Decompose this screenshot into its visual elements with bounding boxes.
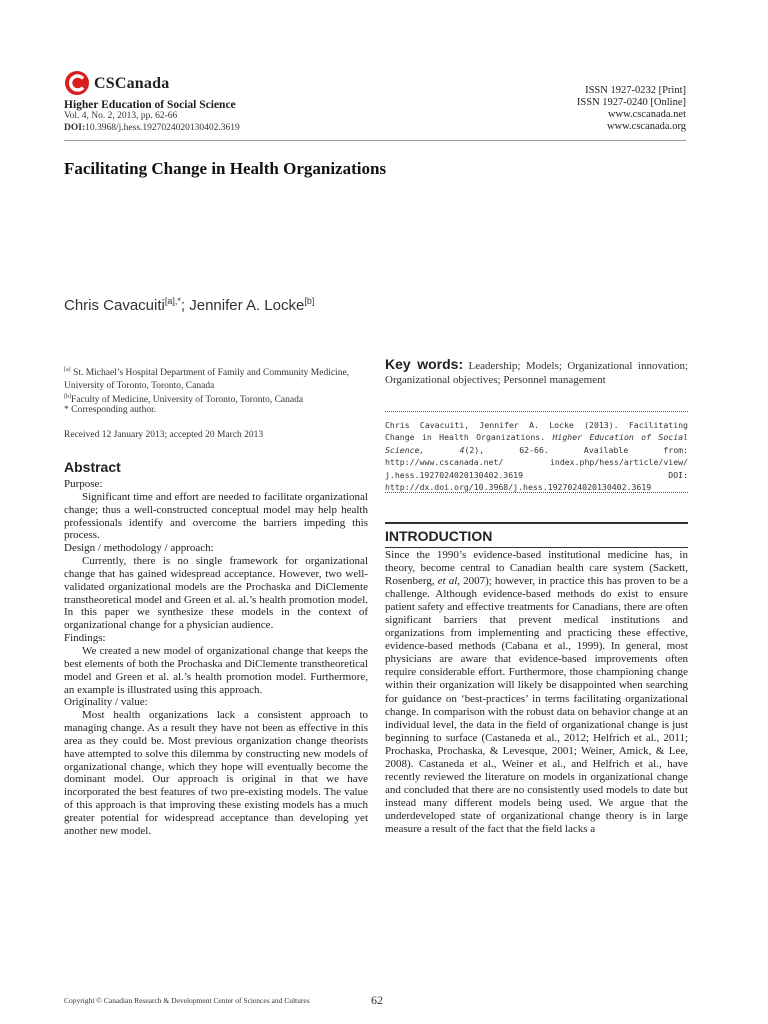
intro-text-a: Since the 1990’s evidence-based institutional medicine has, in theory, become central to Canadian health care system (Sackett, Rosenberg, bbox=[385, 549, 688, 588]
author-line bbox=[64, 296, 314, 314]
citation-divider bbox=[385, 492, 688, 493]
header-divider bbox=[64, 140, 686, 141]
doi-label: DOI: bbox=[64, 123, 86, 133]
abstract-body bbox=[64, 478, 368, 838]
author-2-marker: [b] bbox=[304, 296, 315, 306]
introduction-heading: INTRODUCTION bbox=[385, 528, 493, 544]
issn-online: ISSN 1927-0240 [Online] bbox=[576, 97, 686, 108]
author-separator: ; bbox=[180, 297, 190, 314]
logo-text: CSCanada bbox=[94, 75, 170, 92]
citation-part-2: (2), 62-66. Available from: http://www.cscanada.net/ index.php/hess/article/view/ j.hess.1927024020130402.3619 DOI: http://dx.doi.org/10.3968/j.hess.1927024020130402.3619 bbox=[385, 444, 689, 493]
article-title: Facilitating Change in Health Organizations bbox=[64, 159, 387, 178]
page-number: 62 bbox=[371, 993, 383, 1007]
keywords-divider bbox=[385, 411, 688, 412]
citation-part-1: Chris Cavacuiti, Jennifer A. Locke (2013). Facilitating Change in Health Organizations. bbox=[385, 420, 688, 443]
issn-print: ISSN 1927-0232 [Print] bbox=[585, 85, 686, 96]
keywords-block bbox=[385, 357, 688, 387]
affiliation-a-marker: [a] bbox=[64, 367, 71, 373]
volume-line: Vol. 4, No. 2, 2013, pp. 62-66 bbox=[64, 111, 178, 121]
introduction-body bbox=[385, 549, 688, 836]
abstract-findings-text: We created a new model of organizational change that keeps the best elements of both the Prochaska and DiClemente transtheoretical model and Green et al. al.’s health promotion model. Furthermore, an example is illustrated using this approach. bbox=[64, 644, 368, 696]
abstract-originality-text: Most health organizations lack a consistent approach to managing change. As a result they have not been as effective in this area as they could be. Most previous organization change theorists have attempted to solve this dilemma by constructing new models of organizational change, which they hope will eventually become the dominant model. Our approach is original in that we have incorporated the best features of two pre-existing models. The value of this approach is that improving these existing models has a much greater potential for widespread acceptance than developing yet another new model. bbox=[64, 709, 368, 837]
intro-bottom-rule bbox=[385, 547, 688, 548]
copyright-notice: Copyright © Canadian Research & Development Center of Sciences and Cultures bbox=[64, 996, 310, 1005]
url-net[interactable]: www.cscanada.net bbox=[607, 109, 686, 120]
received-dates: Received 12 January 2013; accepted 20 March 2013 bbox=[64, 430, 264, 440]
abstract-originality-label: Originality / value: bbox=[64, 696, 148, 709]
doi-line bbox=[64, 123, 240, 133]
journal-logo bbox=[64, 70, 194, 100]
citation-journal: Higher Education of Social Science, 4 bbox=[385, 432, 688, 455]
abstract-heading: Abstract bbox=[64, 459, 121, 475]
affiliation-b-marker: [b] bbox=[64, 394, 71, 400]
corresponding-note: * Corresponding author. bbox=[64, 405, 157, 415]
cscanada-logo-icon bbox=[64, 70, 90, 96]
url-org[interactable]: www.cscanada.org bbox=[606, 121, 686, 132]
abstract-design-label: Design / methodology / approach: bbox=[64, 542, 214, 555]
abstract-purpose-text: Significant time and effort are needed to facilitate organizational change; thus a well-constructed conceptual model may help health professionals identify and overcome the barriers impeding this process. bbox=[64, 490, 368, 542]
affiliation-a-text: St. Michael’s Hospital Department of Family and Community Medicine, University of Toronto, Toronto, Canada bbox=[64, 368, 350, 392]
author-2: Jennifer A. Locke bbox=[189, 297, 305, 314]
author-1-marker: [a],* bbox=[164, 296, 181, 306]
intro-etal: et al bbox=[437, 575, 458, 588]
doi-value: 10.3968/j.hess.1927024020130402.3619 bbox=[85, 123, 240, 133]
abstract-findings-label: Findings: bbox=[64, 632, 106, 645]
affiliation-b-text: Faculty of Medicine, University of Toronto, Toronto, Canada bbox=[71, 395, 304, 406]
abstract-purpose-label: Purpose: bbox=[64, 478, 103, 490]
author-1: Chris Cavacuiti bbox=[64, 297, 165, 314]
abstract-design-text: Currently, there is no single framework for organizational change that has gained widespread acceptance. However, two well-validated organizational models are the Prochaska and DiClemente transtheoretical model and Green et al. al.’s health promotion model. In this paper we synthesize these models in the context of organizational change for a physician audience. bbox=[64, 555, 368, 632]
intro-top-rule bbox=[385, 522, 688, 524]
citation-block bbox=[385, 419, 688, 493]
journal-name: Higher Education of Social Science bbox=[64, 99, 236, 111]
keywords-label: Key words: bbox=[385, 356, 464, 372]
intro-text-b: , 2007); however, in practice this has proven to be a challenge. Although evidence-based methods do exist to ensure patient safety and effective treatments for Canadians, there are often significant barriers that prevent medical institutions and organizations from implementing and practicing these effective, evidence-based methods (Cabana et al., 1999). In general, most physicians are aware that evidence-based improvements often require considerable effort. Furthermore, those championing change within their organization will likely be disappointed when searching for guidance on ‘best-practices’ in terms facilitating organizational change. In comparison with the robust data on behavior change at an individual level, the data in the field of organizational change is just beginning to surface (Castaneda et al., 2012; Helfrich et al., 2011; Prochaska, Prochaska, & Levesque, 2001; Weiner, Amick, & Lee, 2008). Castaneda et al., Weiner et al., and Helfrich et al., have recently reviewed the literature on models in organizational change and concluded that there are no consistently used models to date but instead many different models being used. We argue that the underdeveloped state of organizational change theory is in large measure a result of the fact that the field lacks a bbox=[385, 575, 688, 835]
keywords-text: Leadership; Models; Organizational innovation; Organizational objectives; Personnel management bbox=[385, 360, 688, 386]
affiliation-a bbox=[64, 364, 364, 393]
